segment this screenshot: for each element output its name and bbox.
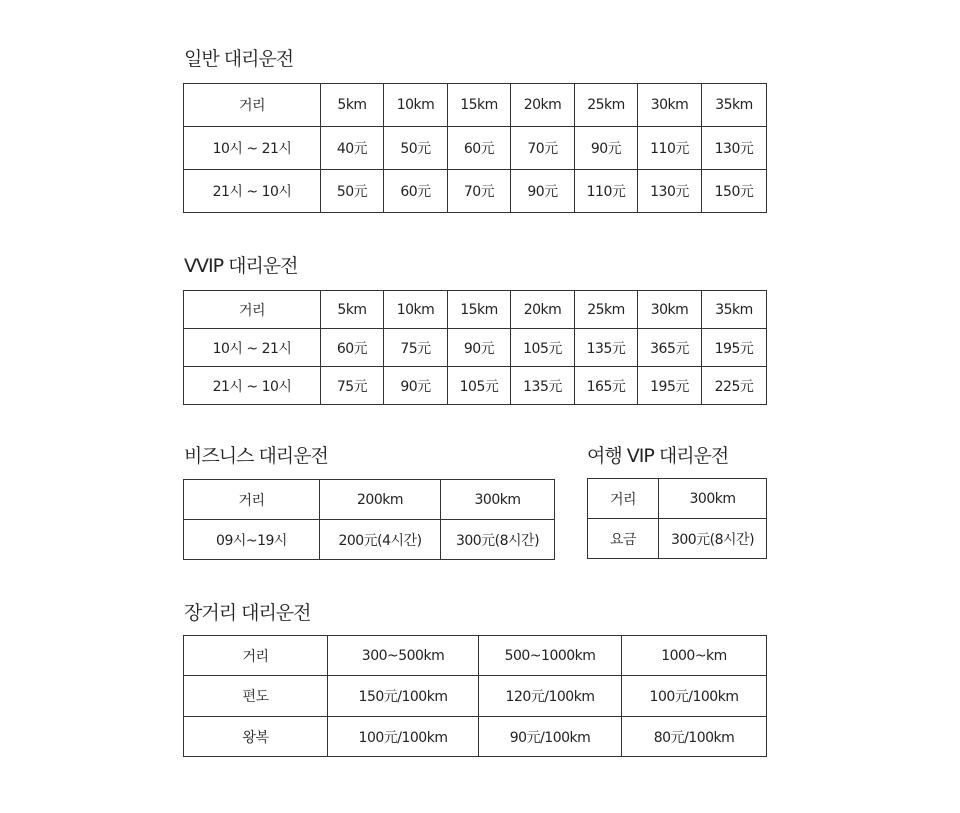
business-section-title: 비즈니스 대리운전 — [184, 445, 328, 467]
table-row — [184, 367, 767, 405]
table-cell: 75元 — [384, 329, 448, 367]
table-header-cell: 5km — [321, 291, 384, 329]
table-cell: 90元 — [511, 170, 575, 213]
table-cell: 21시 ~ 10시 — [184, 367, 321, 405]
table-header-cell: 300km — [441, 480, 555, 520]
table-header-cell: 20km — [511, 291, 575, 329]
table-cell: 80元/100km — [622, 717, 767, 757]
table-header-cell: 거리 — [184, 84, 321, 127]
general-section-title: 일반 대리운전 — [184, 48, 294, 70]
table-header-cell: 거리 — [184, 291, 321, 329]
table-row — [184, 127, 767, 170]
table-cell: 300元(8시간) — [441, 520, 555, 560]
table-header-cell: 10km — [384, 291, 448, 329]
table-cell: 200元(4시간) — [320, 520, 441, 560]
table-header-cell: 35km — [702, 291, 767, 329]
table-cell: 40元 — [321, 127, 384, 170]
table-cell: 10시 ~ 21시 — [184, 329, 321, 367]
general-price-table — [183, 83, 767, 213]
table-cell: 150元 — [702, 170, 767, 213]
table-row — [184, 520, 555, 560]
table-row — [184, 636, 767, 676]
table-row — [184, 676, 767, 717]
table-header-cell: 5km — [321, 84, 384, 127]
longdistance-section-title: 장거리 대리운전 — [184, 602, 311, 624]
table-header-cell: 200km — [320, 480, 441, 520]
table-cell: 21시 ~ 10시 — [184, 170, 321, 213]
table-row — [184, 84, 767, 127]
table-cell: 100元/100km — [328, 717, 479, 757]
table-row — [184, 480, 555, 520]
table-cell: 90元/100km — [479, 717, 622, 757]
table-cell: 60元 — [321, 329, 384, 367]
table-cell: 75元 — [321, 367, 384, 405]
table-cell: 130元 — [638, 170, 702, 213]
table-cell: 편도 — [184, 676, 328, 717]
table-header-cell: 30km — [638, 291, 702, 329]
table-cell: 110元 — [575, 170, 638, 213]
table-cell: 50元 — [321, 170, 384, 213]
table-cell: 165元 — [575, 367, 638, 405]
table-cell: 300元(8시간) — [659, 519, 767, 559]
table-cell: 225元 — [702, 367, 767, 405]
table-cell: 09시~19시 — [184, 520, 320, 560]
table-cell: 110元 — [638, 127, 702, 170]
table-cell: 왕복 — [184, 717, 328, 757]
table-header-cell: 15km — [448, 291, 511, 329]
table-cell: 105元 — [448, 367, 511, 405]
table-header-cell: 거리 — [184, 480, 320, 520]
travel-section-title: 여행 VIP 대리운전 — [587, 445, 729, 467]
table-header-cell: 1000~km — [622, 636, 767, 676]
table-cell: 70元 — [511, 127, 575, 170]
vvip-price-table — [183, 290, 767, 405]
table-header-cell: 25km — [575, 291, 638, 329]
table-header-cell: 25km — [575, 84, 638, 127]
travel-price-table — [587, 478, 767, 559]
table-header-cell: 거리 — [588, 479, 659, 519]
table-cell: 195元 — [702, 329, 767, 367]
table-header-cell: 15km — [448, 84, 511, 127]
table-cell: 100元/100km — [622, 676, 767, 717]
table-row — [184, 291, 767, 329]
table-cell: 135元 — [575, 329, 638, 367]
table-row — [184, 329, 767, 367]
table-row — [588, 479, 767, 519]
table-cell: 10시 ~ 21시 — [184, 127, 321, 170]
table-cell: 150元/100km — [328, 676, 479, 717]
table-cell: 130元 — [702, 127, 767, 170]
table-header-cell: 20km — [511, 84, 575, 127]
vvip-section-title: VVIP 대리운전 — [184, 255, 298, 277]
table-row — [184, 717, 767, 757]
table-cell: 90元 — [384, 367, 448, 405]
table-cell: 50元 — [384, 127, 448, 170]
table-cell: 120元/100km — [479, 676, 622, 717]
table-header-cell: 30km — [638, 84, 702, 127]
table-cell: 105元 — [511, 329, 575, 367]
table-cell: 195元 — [638, 367, 702, 405]
table-header-cell: 35km — [702, 84, 767, 127]
table-row — [588, 519, 767, 559]
table-header-cell: 거리 — [184, 636, 328, 676]
longdistance-price-table — [183, 635, 767, 757]
table-cell: 요금 — [588, 519, 659, 559]
business-price-table — [183, 479, 555, 560]
table-cell: 70元 — [448, 170, 511, 213]
table-header-cell: 300km — [659, 479, 767, 519]
table-cell: 60元 — [384, 170, 448, 213]
table-header-cell: 500~1000km — [479, 636, 622, 676]
table-cell: 365元 — [638, 329, 702, 367]
table-cell: 90元 — [575, 127, 638, 170]
table-header-cell: 300~500km — [328, 636, 479, 676]
table-row — [184, 170, 767, 213]
table-cell: 90元 — [448, 329, 511, 367]
table-header-cell: 10km — [384, 84, 448, 127]
table-cell: 60元 — [448, 127, 511, 170]
table-cell: 135元 — [511, 367, 575, 405]
